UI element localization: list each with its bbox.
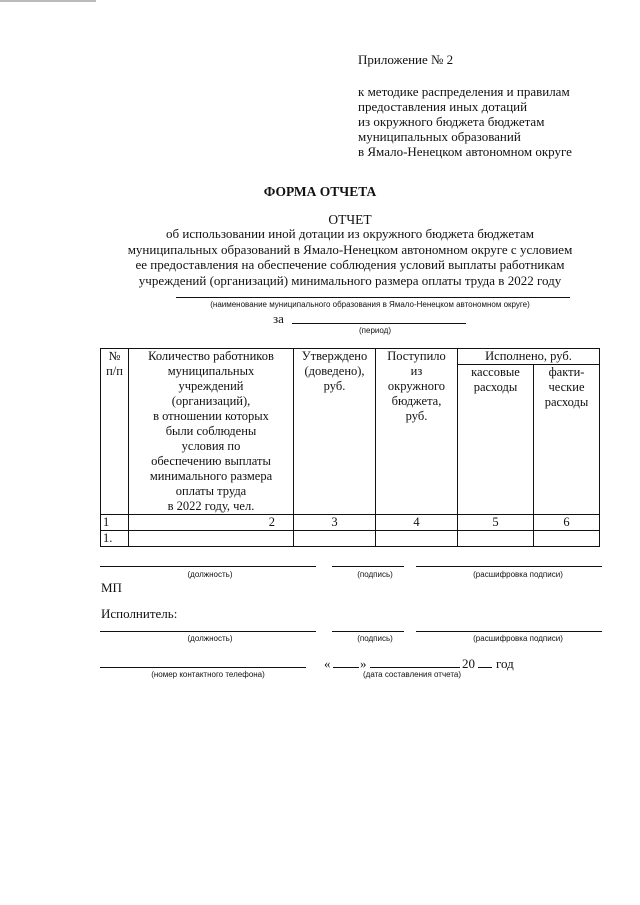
- header-executed: Исполнено, руб.: [458, 349, 600, 365]
- report-subtitle-line: учреждений (организаций) минимального размера оплаты труда в 2022 году: [138, 272, 562, 288]
- position-caption: (должность): [187, 570, 233, 579]
- row-cell[interactable]: [376, 531, 458, 547]
- period-prefix: за: [273, 311, 284, 326]
- col-number: 1: [101, 515, 129, 531]
- table-row: [101, 531, 600, 547]
- appendix-line: к методике распределения и правилам: [358, 84, 570, 99]
- col-number: 3: [294, 515, 376, 531]
- phone-field[interactable]: [100, 667, 306, 668]
- municipality-caption: (наименование муниципального образования в Ямало-Ненецком автономном округе): [210, 300, 530, 309]
- appendix-line: из окружного бюджета бюджетам: [358, 114, 545, 129]
- col-number: 4: [376, 515, 458, 531]
- report-table: [100, 348, 600, 547]
- executor-label: Исполнитель:: [101, 606, 178, 621]
- row-label: 1.: [101, 531, 129, 547]
- decoding-caption: (расшифровка подписи): [473, 570, 563, 579]
- report-subtitle: [60, 226, 640, 288]
- appendix-line: в Ямало-Ненецком автономном округе: [358, 144, 572, 159]
- report-subtitle-line: муниципальных образований в Ямало-Ненецком автономном округе с условием: [127, 241, 573, 257]
- executor-decoding-caption: (расшифровка подписи): [473, 634, 563, 643]
- signature-field[interactable]: [332, 566, 404, 567]
- report-title: ОТЧЕТ: [328, 212, 372, 227]
- col-number: 2: [129, 515, 294, 531]
- header-actual: факти- ческие расходы: [534, 365, 600, 515]
- header-no: № п/п: [101, 349, 129, 515]
- executor-signature-caption: (подпись): [357, 634, 393, 643]
- row-cell[interactable]: [294, 531, 376, 547]
- period-caption: (период): [359, 326, 391, 335]
- header-count: Количество работников муниципальных учреждений (организаций), в отношении которых были соблюдены условия по обеспечению выплаты минимального размера оплаты труда в 2022 году, чел.: [129, 349, 294, 515]
- form-title: ФОРМА ОТЧЕТА: [263, 184, 377, 199]
- position-field[interactable]: [100, 566, 316, 567]
- header-received: Поступило из окружного бюджета, руб.: [376, 349, 458, 515]
- report-subtitle-line: ее предоставления на обеспечение соблюдения условий выплаты работникам: [135, 257, 565, 272]
- col-number: 5: [458, 515, 534, 531]
- date-quote-close: »: [360, 656, 367, 671]
- row-cell[interactable]: [534, 531, 600, 547]
- municipality-field[interactable]: [176, 297, 570, 298]
- phone-caption: (номер контактного телефона): [151, 670, 265, 679]
- date-quote-open: «: [324, 656, 331, 671]
- scan-edge-mark: [0, 0, 96, 2]
- date-caption: (дата составления отчета): [362, 670, 461, 679]
- executor-position-caption: (должность): [187, 634, 233, 643]
- date-day-field[interactable]: [333, 667, 359, 668]
- appendix-line: предоставления иных дотаций: [358, 99, 528, 114]
- date-year-prefix: 20: [462, 656, 475, 671]
- date-year-field[interactable]: [478, 667, 492, 668]
- decoding-field[interactable]: [416, 566, 602, 567]
- appendix-line: муниципальных образований: [358, 129, 521, 144]
- col-number: 6: [534, 515, 600, 531]
- period-field[interactable]: [292, 323, 466, 324]
- row-cell[interactable]: [458, 531, 534, 547]
- date-month-field[interactable]: [370, 667, 460, 668]
- appendix-number: Приложение № 2: [358, 52, 454, 67]
- stamp-place: МП: [101, 580, 122, 595]
- header-cash: кассовые расходы: [458, 365, 534, 515]
- executor-signature-field[interactable]: [332, 631, 404, 632]
- executor-position-field[interactable]: [100, 631, 316, 632]
- table-row-numbers: [101, 515, 600, 531]
- executor-decoding-field[interactable]: [416, 631, 602, 632]
- header-approved: Утверждено (доведено), руб.: [294, 349, 376, 515]
- report-subtitle-line: об использовании иной дотации из окружного бюджета бюджетам: [166, 226, 534, 241]
- signature-caption: (подпись): [357, 570, 393, 579]
- appendix-block: [358, 52, 572, 159]
- row-cell[interactable]: [129, 531, 294, 547]
- date-year-suffix: год: [496, 656, 514, 671]
